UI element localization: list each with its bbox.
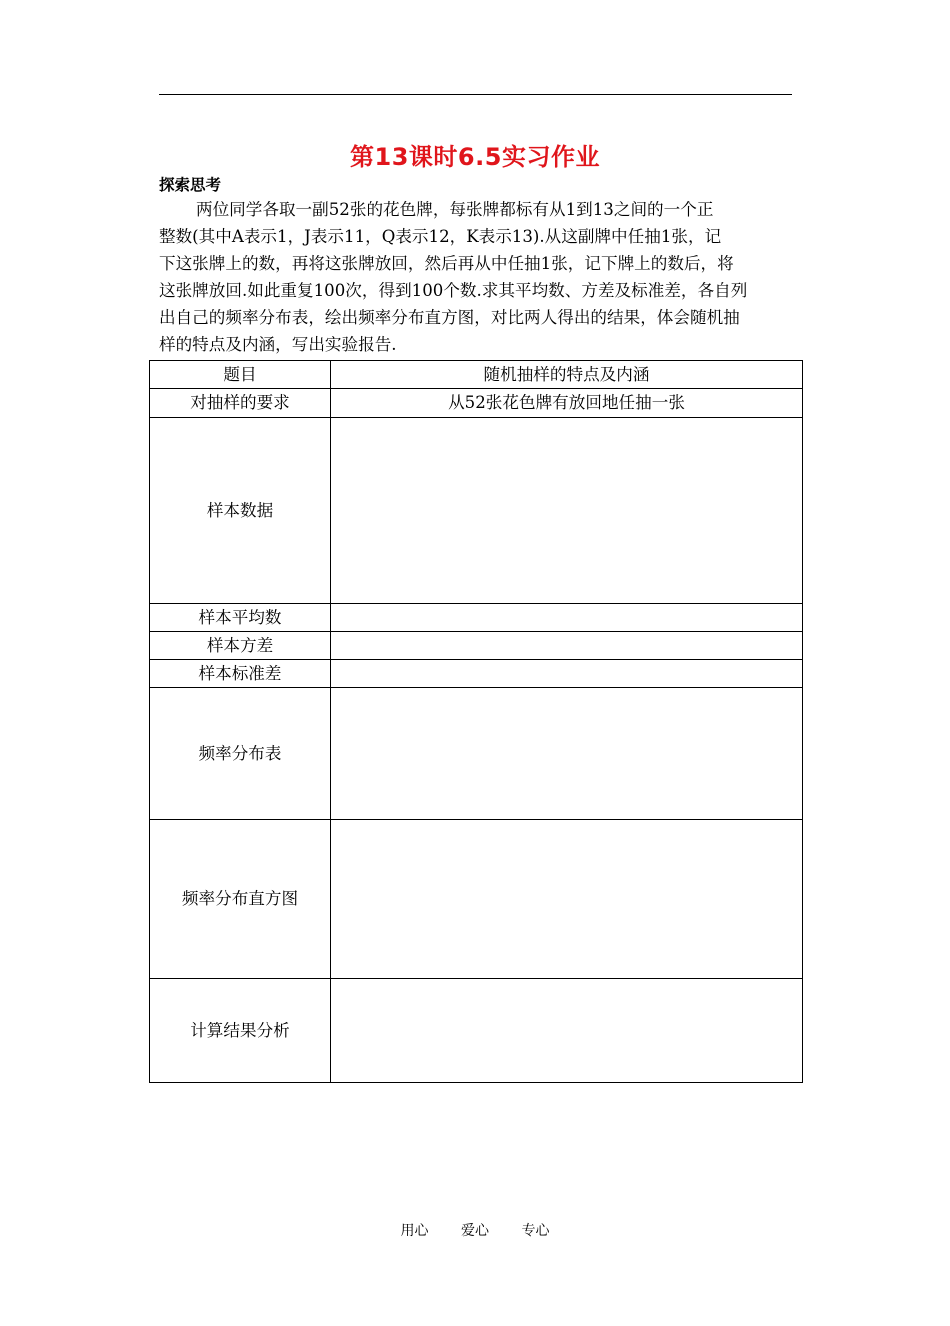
row-label-result-analysis: 计算结果分析 <box>150 979 331 1083</box>
paragraph-line: 整数(其中A表示1，J表示11，Q表示12，K表示13).从这副牌中任抽1张，记 <box>159 227 722 246</box>
row-value-sample-data <box>331 418 803 604</box>
row-value-sample-variance <box>331 632 803 660</box>
table-row <box>150 361 803 389</box>
row-label-frequency-histogram: 频率分布直方图 <box>150 820 331 979</box>
paragraph-line: 下这张牌上的数，再将这张牌放回，然后再从中任抽1张，记下牌上的数后，将 <box>159 254 734 273</box>
paragraph-line: 样的特点及内涵，写出实验报告. <box>159 335 397 354</box>
page-footer <box>0 1220 950 1240</box>
table-row <box>150 979 803 1083</box>
section-heading: 探索思考 <box>159 176 222 194</box>
table-row <box>150 604 803 632</box>
footer-text: 用心 <box>400 1223 429 1239</box>
paragraph-line: 这张牌放回.如此重复100次，得到100个数.求其平均数、方差及标准差，各自列 <box>159 281 748 300</box>
row-value-frequency-histogram <box>331 820 803 979</box>
footer-text: 专心 <box>521 1223 550 1239</box>
paragraph-line: 出自己的频率分布表，绘出频率分布直方图，对比两人得出的结果，体会随机抽 <box>159 308 740 327</box>
table-row <box>150 660 803 688</box>
row-value-frequency-table <box>331 688 803 820</box>
table-row <box>150 632 803 660</box>
paragraph-line: 两位同学各取一副52张的花色牌，每张牌都标有从1到13之间的一个正 <box>196 200 714 219</box>
header-rule <box>159 94 792 95</box>
row-value-topic: 随机抽样的特点及内涵 <box>331 361 803 389</box>
row-label-sample-data: 样本数据 <box>150 418 331 604</box>
problem-paragraph <box>159 196 799 358</box>
row-label-frequency-table: 频率分布表 <box>150 688 331 820</box>
row-label-topic: 题目 <box>150 361 331 389</box>
row-value-sample-std <box>331 660 803 688</box>
table-row <box>150 418 803 604</box>
row-label-sample-std: 样本标准差 <box>150 660 331 688</box>
row-label-sampling-requirement: 对抽样的要求 <box>150 389 331 418</box>
row-label-sample-mean: 样本平均数 <box>150 604 331 632</box>
row-value-sample-mean <box>331 604 803 632</box>
experiment-report-table <box>149 360 803 1083</box>
table-row <box>150 688 803 820</box>
page-title: 第13课时6.5实习作业 <box>350 143 600 171</box>
table-row <box>150 389 803 418</box>
row-label-sample-variance: 样本方差 <box>150 632 331 660</box>
row-value-result-analysis <box>331 979 803 1083</box>
footer-text: 爱心 <box>461 1223 489 1239</box>
row-value-sampling-requirement: 从52张花色牌有放回地任抽一张 <box>331 389 803 418</box>
table-row <box>150 820 803 979</box>
